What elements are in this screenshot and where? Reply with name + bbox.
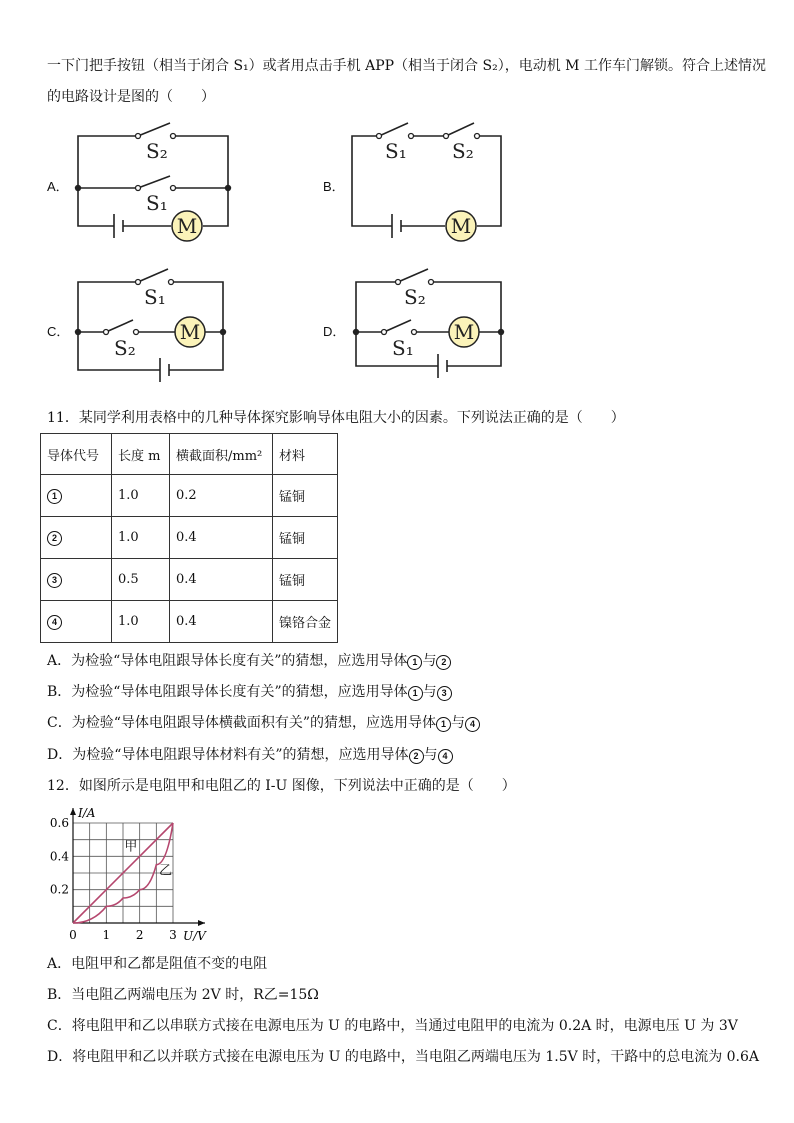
choice-text: D．为检验“导体电阻跟导体材料有关”的猜想，应选用导体 — [47, 747, 409, 763]
q11-stem: 11．某同学利用表格中的几种导体探究影响导体电阻大小的因素。下列说法正确的是（ ） — [47, 410, 625, 426]
conductor-id: 3 — [437, 686, 452, 701]
table-cell: 0.5 — [112, 559, 170, 601]
table-header: 导体代号 — [41, 434, 112, 475]
q12-stem: 12．如图所示是电阻甲和电阻乙的 I-U 图像，下列说法中正确的是（ ） — [47, 778, 516, 794]
table-row — [41, 559, 338, 601]
conductor-id: 4 — [47, 615, 62, 630]
table-cell: 0.4 — [170, 601, 273, 643]
series-label: 甲 — [124, 839, 138, 855]
table-header: 材料 — [273, 434, 338, 475]
q12-choice-a: A．电阻甲和乙都是阻值不变的电阻 — [47, 956, 268, 972]
switch-label-b: S₂ — [452, 139, 474, 163]
table-header: 横截面积/mm² — [170, 434, 273, 475]
x-axis-label: U/V — [183, 929, 206, 943]
conductor-id: 2 — [47, 531, 62, 546]
switch-label-a: S₁ — [385, 139, 407, 163]
x-tick-label: 3 — [169, 928, 177, 942]
conductor-id: 2 — [436, 655, 451, 670]
q10-stem-line2: 的电路设计是图的（ ） — [47, 89, 215, 105]
q10-stem-line1: 一下门把手按钮（相当于闭合 S₁）或者用点击手机 APP（相当于闭合 S₂），电动机 M 工作车门解锁。符合上述情况 — [47, 58, 766, 74]
motor-label: M — [179, 320, 201, 344]
q11-choice-c — [47, 714, 480, 732]
choice-text: A．为检验“导体电阻跟导体长度有关”的猜想，应选用导体 — [47, 653, 408, 669]
table-header: 长度 m — [112, 434, 170, 475]
q11-choice-d — [47, 746, 453, 764]
choice-text: 与 — [451, 715, 466, 731]
switch-label-top: S₂ — [146, 139, 168, 163]
circuit-b — [344, 118, 514, 248]
conductor-id: 3 — [47, 573, 62, 588]
circuit-d — [346, 262, 516, 392]
table-header-row — [41, 434, 338, 475]
switch-label-top: S₁ — [144, 285, 166, 309]
option-b-label: B． — [323, 179, 345, 194]
switch-label-mid: S₁ — [146, 191, 168, 215]
option-c-label: C． — [47, 324, 70, 339]
iu-chart — [40, 805, 220, 950]
table-cell — [41, 559, 112, 601]
y-tick-label: 0.6 — [49, 816, 69, 830]
option-d-label: D． — [323, 324, 346, 339]
x-tick-label: 2 — [135, 928, 144, 942]
table-cell: 1.0 — [112, 601, 170, 643]
q12-choice-c: C．将电阻甲和乙以串联方式接在电源电压为 U 的电路中，当通过电阻甲的电流为 0.2A 时，电源电压 U 为 3V — [47, 1018, 738, 1034]
x-axis-arrow — [198, 920, 205, 926]
switch-label-mid: S₂ — [114, 336, 136, 360]
conductor-table — [40, 433, 338, 643]
table-row — [41, 517, 338, 559]
table-cell: 0.4 — [170, 517, 273, 559]
q11-choice-a — [47, 652, 451, 670]
switch-label-mid: S₁ — [392, 336, 414, 360]
choice-text: 与 — [422, 653, 437, 669]
motor-label: M — [453, 320, 475, 344]
q12-choice-b: B．当电阻乙两端电压为 2V 时，R乙=15Ω — [47, 987, 319, 1003]
series-label: 乙 — [159, 863, 173, 879]
table-cell — [41, 475, 112, 517]
table-cell: 0.4 — [170, 559, 273, 601]
circuit-c — [68, 262, 238, 392]
choice-text: C．为检验“导体电阻跟导体横截面积有关”的猜想，应选用导体 — [47, 715, 437, 731]
switch-label-top: S₂ — [404, 285, 426, 309]
conductor-id: 1 — [47, 489, 62, 504]
table-cell: 镍铬合金 — [273, 601, 338, 643]
y-axis-arrow — [70, 808, 76, 815]
table-cell — [41, 517, 112, 559]
x-tick-label: 0 — [69, 928, 77, 942]
conductor-id: 4 — [465, 717, 480, 732]
motor-label: M — [176, 214, 198, 238]
conductor-id: 2 — [409, 749, 424, 764]
conductor-id: 1 — [407, 655, 422, 670]
table-cell: 0.2 — [170, 475, 273, 517]
choice-text: 与 — [423, 747, 438, 763]
y-tick-label: 0.4 — [49, 849, 69, 864]
conductor-id: 1 — [408, 686, 423, 701]
circuit-a — [68, 118, 238, 248]
y-tick-label: 0.2 — [49, 882, 69, 897]
x-tick-label: 1 — [102, 928, 111, 942]
y-axis-label: I/A — [78, 806, 96, 820]
conductor-id: 4 — [438, 749, 453, 764]
motor-label: M — [450, 214, 472, 238]
conductor-id: 1 — [436, 717, 451, 732]
table-cell: 锰铜 — [273, 517, 338, 559]
table-cell — [41, 601, 112, 643]
choice-text: 与 — [422, 684, 437, 700]
table-cell: 锰铜 — [273, 475, 338, 517]
table-cell: 锰铜 — [273, 559, 338, 601]
table-cell: 1.0 — [112, 475, 170, 517]
option-a-label: A． — [47, 179, 69, 194]
table-row — [41, 601, 338, 643]
table-row — [41, 475, 338, 517]
q11-choice-b — [47, 683, 452, 701]
choice-text: B．为检验“导体电阻跟导体长度有关”的猜想，应选用导体 — [47, 684, 408, 700]
q12-choice-d: D．将电阻甲和乙以并联方式接在电源电压为 U 的电路中，当电阻乙两端电压为 1.5V 时，干路中的总电流为 0.6A — [47, 1049, 760, 1065]
table-cell: 1.0 — [112, 517, 170, 559]
